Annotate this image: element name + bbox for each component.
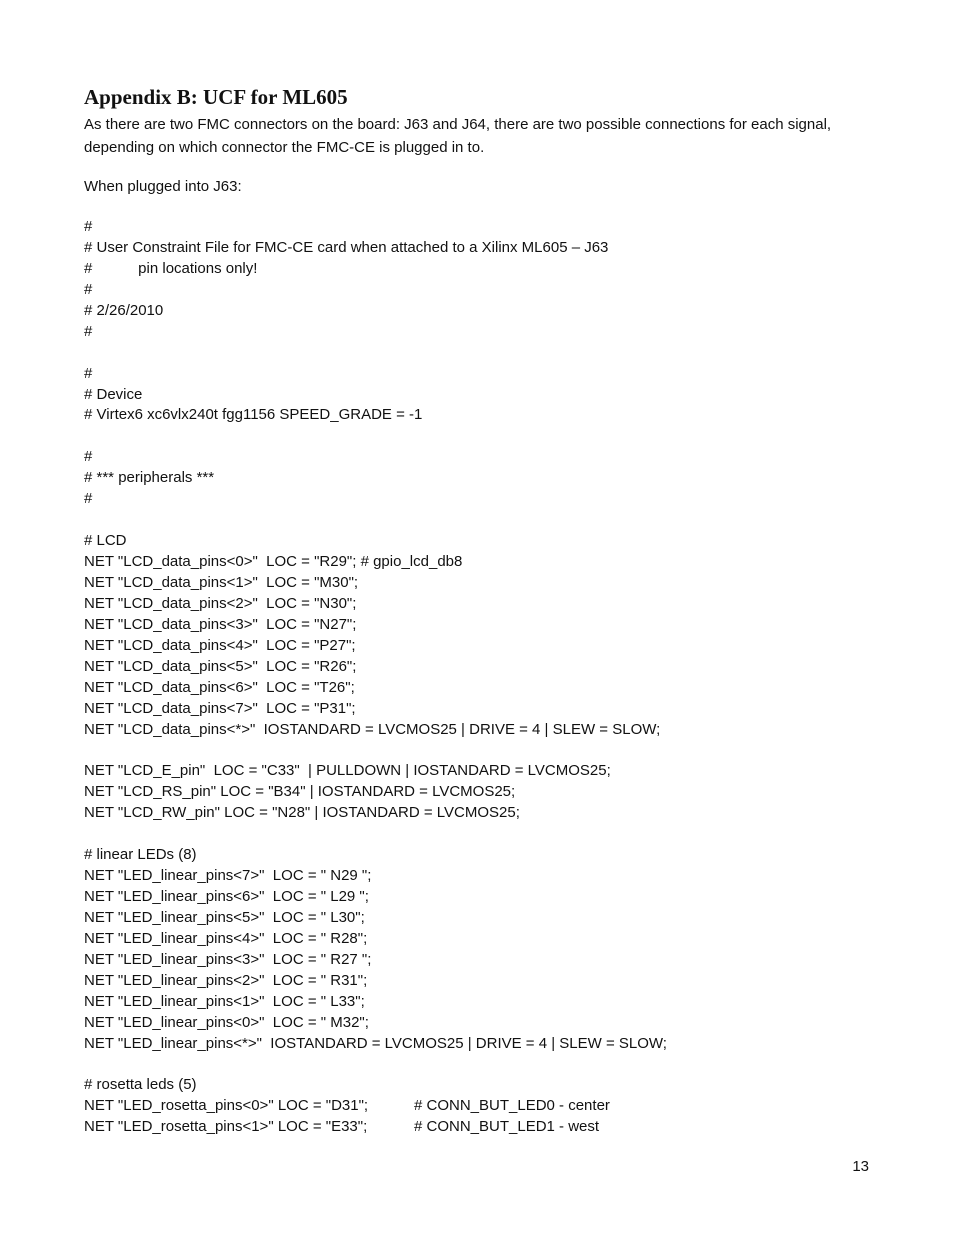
code-line: # pin locations only! [84, 259, 258, 277]
code-line: # LCD [84, 532, 127, 550]
page-number: 13 [852, 1158, 869, 1175]
code-line: # rosetta leds (5) [84, 1076, 197, 1094]
code-line: NET "LCD_RW_pin" LOC = "N28" | IOSTANDARD = LVCMOS25; [84, 804, 520, 822]
code-statement: NET "LED_rosetta_pins<0>" LOC = "D31"; [84, 1097, 369, 1115]
ucf-code-block [84, 217, 884, 1138]
code-line [84, 426, 884, 447]
code-line [84, 824, 884, 845]
code-line: NET "LED_linear_pins<*>" IOSTANDARD = LVCMOS25 | DRIVE = 4 | SLEW = SLOW; [84, 1034, 667, 1052]
code-line: NET "LED_linear_pins<0>" LOC = " M32"; [84, 1013, 369, 1031]
code-line: NET "LCD_E_pin" LOC = "C33" | PULLDOWN | IOSTANDARD = LVCMOS25; [84, 762, 611, 780]
code-line: # [84, 218, 93, 235]
code-line: # [84, 280, 93, 298]
code-line: NET "LCD_data_pins<5>" LOC = "R26"; [84, 657, 357, 675]
code-line: NET "LED_linear_pins<6>" LOC = " L29 "; [84, 888, 369, 905]
code-line: # [84, 322, 93, 340]
code-line: NET "LED_linear_pins<1>" LOC = " L33"; [84, 992, 365, 1010]
code-line: NET "LCD_data_pins<4>" LOC = "P27"; [84, 636, 356, 654]
code-line: NET "LED_linear_pins<2>" LOC = " R31"; [84, 971, 368, 989]
code-line: # Device [84, 385, 143, 403]
code-comment: # CONN_BUT_LED1 - west [414, 1118, 600, 1136]
code-line: NET "LCD_data_pins<6>" LOC = "T26"; [84, 678, 355, 696]
code-line [84, 1096, 884, 1117]
code-line [84, 1055, 884, 1076]
code-line [84, 510, 884, 531]
intro-text: As there are two FMC connectors on the board: J63 and J64, there are two possible connections for each signal, depending on which connector the FMC-CE is plugged in to. [84, 116, 832, 156]
code-line: # [84, 448, 93, 466]
code-line [84, 740, 884, 761]
code-line: # Virtex6 xc6vlx240t fgg1156 SPEED_GRADE = -1 [84, 406, 423, 424]
code-line: NET "LCD_RS_pin" LOC = "B34" | IOSTANDARD = LVCMOS25; [84, 783, 516, 801]
code-line: NET "LCD_data_pins<3>" LOC = "N27"; [84, 615, 357, 633]
code-line: NET "LED_linear_pins<4>" LOC = " R28"; [84, 929, 368, 947]
code-line: # User Constraint File for FMC-CE card when attached to a Xilinx ML605 – J63 [84, 238, 609, 256]
code-comment: # CONN_BUT_LED0 - center [414, 1097, 610, 1115]
code-line [84, 343, 884, 364]
code-line: NET "LCD_data_pins<2>" LOC = "N30"; [84, 594, 357, 612]
code-line: NET "LCD_data_pins<1>" LOC = "M30"; [84, 573, 359, 591]
code-line: # 2/26/2010 [84, 301, 164, 319]
intro-paragraph [84, 113, 884, 159]
code-line: # [84, 364, 93, 382]
code-line: NET "LCD_data_pins<0>" LOC = "R29"; # gpio_lcd_db8 [84, 553, 463, 570]
code-line: NET "LED_linear_pins<7>" LOC = " N29 "; [84, 867, 372, 885]
code-line: # *** peripherals *** [84, 469, 215, 487]
code-line: NET "LCD_data_pins<*>" IOSTANDARD = LVCMOS25 | DRIVE = 4 | SLEW = SLOW; [84, 720, 661, 738]
code-line: NET "LED_linear_pins<5>" LOC = " L30"; [84, 908, 365, 926]
code-line [84, 1117, 884, 1138]
code-line: # linear LEDs (8) [84, 846, 197, 864]
appendix-heading: Appendix B: UCF for ML605 [84, 85, 348, 109]
code-statement: NET "LED_rosetta_pins<1>" LOC = "E33"; [84, 1118, 368, 1136]
code-line: NET "LCD_data_pins<7>" LOC = "P31"; [84, 699, 356, 717]
code-line: # [84, 490, 93, 508]
code-line: NET "LED_linear_pins<3>" LOC = " R27 "; [84, 950, 372, 968]
connector-label: When plugged into J63: [84, 178, 242, 195]
